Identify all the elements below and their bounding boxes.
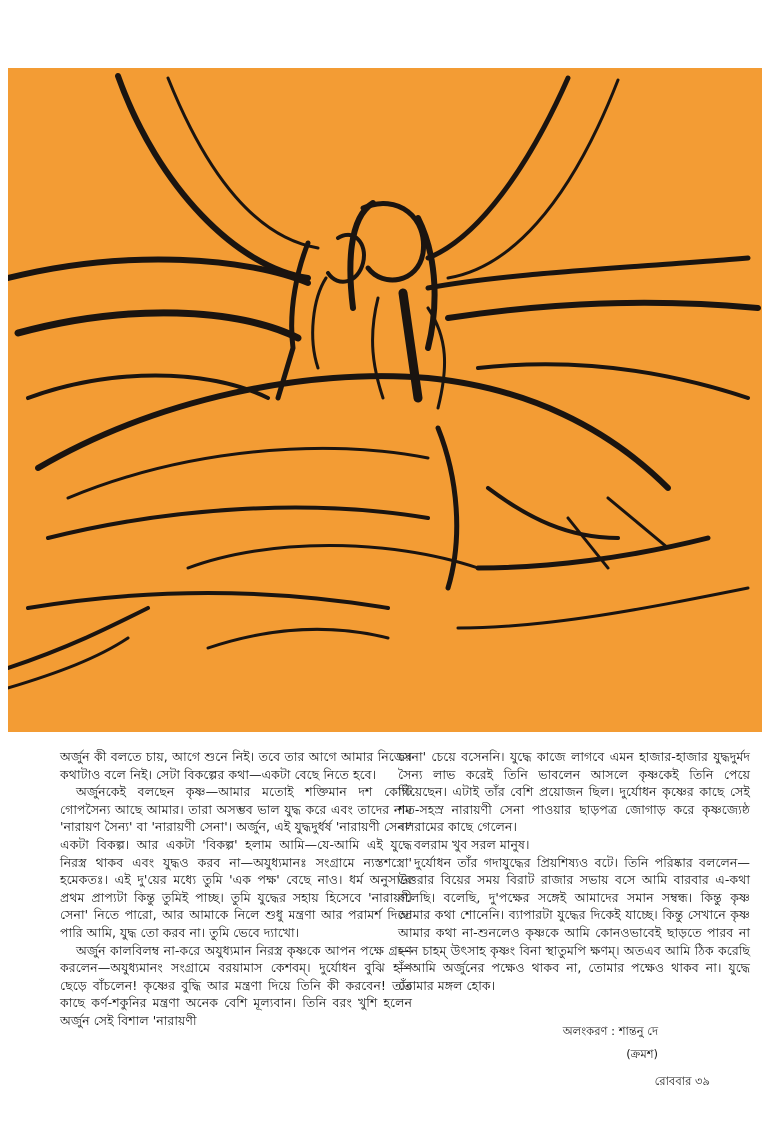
illustrator-credit: অলংকরণ : শান্তনু দে (562, 1024, 658, 1038)
page-footer: রোববার ৩৯ (654, 1074, 710, 1088)
paragraph: অর্জুন কালবিলম্ব না-করে অযুধ্যমান নিরস্ত্র কৃষ্ণকে আপন পক্ষে গ্রহণ করলেন—অযুধ্যমানং সংগ্রামে বরয়ামাস কেশবম্। দুর্যোধন বুঝি হাঁপ ছেড়ে বাঁচলেন! কৃষ্ণের বুদ্ধি আর মন্ত্রণা দিয়ে তিনি কী করবেন! তাঁর কাছে কর্ণ-শকুনির মন্ত্রণা অনেক বেশি মূল্যবান। তিনি বরং খুশি হলেন অর্জুন সেই বিশাল 'নারায়ণী (60, 942, 412, 1028)
paragraph: বলরাম খুব সরল মানুষ। (414, 836, 530, 852)
illustration-credit (563, 1023, 658, 1069)
paragraph: সেনা' চেয়ে বসেননি। যুদ্ধে কাজে লাগবে এমন হাজার-হাজার যুদ্ধদুর্মদ সৈন্য লাভ করেই তিনি ভাবলেন আসলে কৃষ্ণকেই তিনি পেয়ে গিয়েছেন। এটাই তাঁর বেশি প্রয়োজন ছিল। দুর্যোধন কৃষ্ণের কাছে সেই শত-সহস্র নারায়ণী সেনা পাওয়ার ছাড়পত্র জোগাড় করে কৃষ্ণজ্যেষ্ঠ বলরামের কাছে গেলেন। (398, 749, 750, 835)
krishna-arjuna-illustration (8, 68, 762, 732)
paragraph: অর্জুনকেই বলছেন কৃষ্ণ—আমার মতোই শক্তিমান দশ কোটি গোপসৈন্য আছে আমার। তারা অসম্ভব ভাল যুদ্ধ করে এবং তাদের নাম 'নারায়ণ সৈন্য' বা 'নারায়ণী সেনা'। অর্জুন, এই যুদ্ধদুর্ধর্ষ 'নারায়ণী সেনা' একটা বিকল্প। আর একটা 'বিকল্প' হলাম আমি—যে-আমি এই যুদ্ধে নিরস্ত্র থাকব এবং যুদ্ধও করব না—অযুধ্যমানঃ সংগ্রামে ন্যস্তশস্ত্রো' হমেকতঃ। এই দু'য়ের মধ্যে তুমি 'এক পক্ষ' বেছে নাও। ধর্ম অনুসারে প্রথম প্রাপ্যটা কিন্তু তুমিই পাচ্ছ। তুমি যুদ্ধের সহায় হিসেবে 'নারায়ণী সেনা' নিতে পারো, আর আমাকে নিলে শুধু মন্ত্রণা আর পরামর্শ দিতে পারি আমি, যুদ্ধ তো করব না। তুমি ভেবে দ্যাখো। (60, 784, 412, 940)
illustration-artwork (8, 68, 762, 732)
article-left-column (60, 748, 412, 1030)
article-right-column (398, 748, 750, 994)
paragraph: দুর্যোধন তাঁর গদাযুদ্ধের প্রিয়শিষ্যও বটে। তিনি পরিষ্কার বললেন—উত্তরার বিয়ের সময় বিরাট রাজার সভায় বসে আমি বারবার এ-কথা বলেছি। বলেছি, দু'পক্ষের সঙ্গেই আমাদের সমান সম্বন্ধ। কিন্তু কৃষ্ণ আমার কথা শোনেনি। ব্যাপারটা যুদ্ধের দিকেই যাচ্ছে। কিন্তু সেখানে কৃষ্ণ আমার কথা না-শুনলেও কৃষ্ণকে আমি কোনওভাবেই ছাড়তে পারব না—ন চাহম্‌ উৎসাহ কৃষ্ণং বিনা স্থাতুমপি ক্ষণম্। অতএব আমি ঠিক করেছি—আমি অর্জুনের পক্ষেও থাকব না, তোমার পক্ষেও থাকব না। যুদ্ধে তোমার মঙ্গল হোক। (398, 854, 750, 993)
continued-note: (ক্রমশ) (626, 1047, 658, 1061)
paragraph: অর্জুন কী বলতে চায়, আগে শুনে নিই। তবে তার আগে আমার নিজের কথাটাও বলে নিই। সেটা বিকল্পের কথা—একটা বেছে নিতে হবে। (60, 749, 412, 782)
